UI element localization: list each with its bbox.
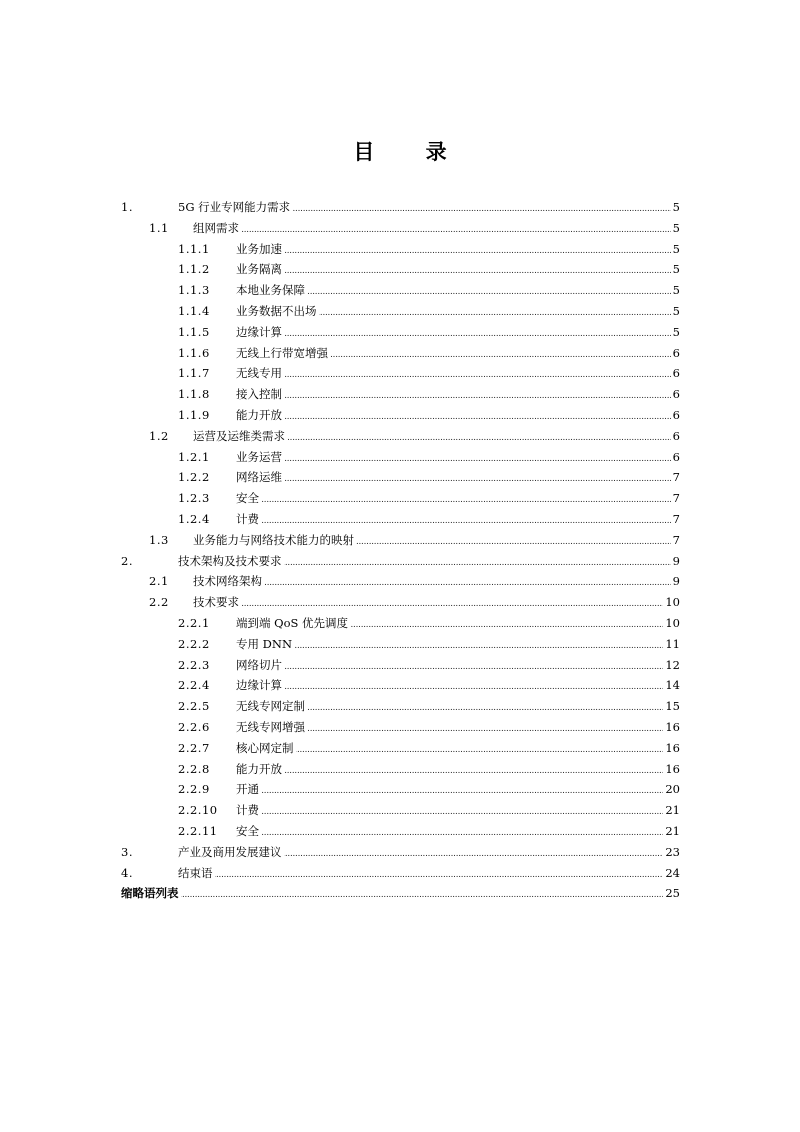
toc-entry-label: 业务能力与网络技术能力的映射 <box>193 530 356 551</box>
toc-entry-number: 1.1.1 <box>178 241 210 256</box>
toc-entry[interactable] <box>0 613 800 634</box>
toc-entry-number: 2.2.5 <box>178 699 210 714</box>
toc-entry-label: 核心网定制 <box>236 738 296 759</box>
toc-entry-label: 业务运营 <box>236 447 284 468</box>
toc-entry-label: 技术要求 <box>193 592 241 613</box>
toc-dot-leader <box>236 447 678 468</box>
toc-entry-label: 技术网络架构 <box>193 571 264 592</box>
toc-entry-number: 1.1.2 <box>178 262 210 277</box>
toc-entry-label: 本地业务保障 <box>236 280 307 301</box>
toc-entry-number: 2.2 <box>149 595 169 610</box>
toc-entry-number: 4. <box>121 865 133 880</box>
toc-entry[interactable] <box>0 738 800 759</box>
toc-entry[interactable] <box>0 509 800 530</box>
toc-entry[interactable] <box>0 634 800 655</box>
toc-entry-label: 结束语 <box>178 863 215 884</box>
toc-dot-leader <box>236 384 678 405</box>
toc-entry-page-number: 16 <box>663 759 680 780</box>
toc-entry-page-number: 5 <box>671 301 680 322</box>
page-title: 目 录 <box>353 140 469 164</box>
toc-entry-label: 运营及运维类需求 <box>193 426 287 447</box>
toc-entry-page-number: 14 <box>663 675 680 696</box>
toc-entry-number: 2.2.2 <box>178 636 210 651</box>
toc-dot-leader <box>236 488 678 509</box>
toc-entry-number: 2.2.3 <box>178 657 210 672</box>
toc-entry-number: 2.2.6 <box>178 719 210 734</box>
toc-dot-leader <box>236 239 678 260</box>
toc-entry-page-number: 16 <box>663 717 680 738</box>
toc-entry[interactable] <box>0 259 800 280</box>
toc-entry[interactable] <box>0 883 800 904</box>
toc-entry-page-number: 9 <box>671 551 680 572</box>
toc-entry-page-number: 5 <box>671 259 680 280</box>
toc-entry[interactable] <box>0 675 800 696</box>
toc-dot-leader <box>236 779 678 800</box>
toc-entry-label: 无线上行带宽增强 <box>236 343 330 364</box>
toc-entry-page-number: 24 <box>663 863 680 884</box>
toc-entry[interactable] <box>0 530 800 551</box>
toc-entry[interactable] <box>0 488 800 509</box>
toc-entry-number: 1.2 <box>149 428 169 443</box>
toc-entry[interactable] <box>0 800 800 821</box>
toc-entry-number: 1.1.3 <box>178 283 210 298</box>
toc-entry-label: 接入控制 <box>236 384 284 405</box>
toc-entry-page-number: 12 <box>663 655 680 676</box>
toc-entry-number: 2.2.1 <box>178 615 210 630</box>
toc-entry-page-number: 5 <box>671 197 680 218</box>
toc-entry-label: 业务隔离 <box>236 259 284 280</box>
toc-entry-page-number: 20 <box>663 779 680 800</box>
toc-dot-leader <box>236 655 678 676</box>
toc-entry-number: 2.2.10 <box>178 803 218 818</box>
toc-entry-page-number: 6 <box>671 363 680 384</box>
toc-entry-page-number: 6 <box>671 426 680 447</box>
toc-entry-page-number: 6 <box>671 384 680 405</box>
toc-entry-label: 安全 <box>236 488 261 509</box>
toc-entry-label: 专用 DNN <box>236 634 294 655</box>
toc-entry[interactable] <box>0 343 800 364</box>
toc-dot-leader <box>236 738 678 759</box>
toc-entry-number: 2.2.9 <box>178 782 210 797</box>
toc-entry[interactable] <box>0 467 800 488</box>
toc-entry-number: 2.2.7 <box>178 740 210 755</box>
toc-entry[interactable] <box>0 239 800 260</box>
toc-entry[interactable] <box>0 759 800 780</box>
toc-entry[interactable] <box>0 717 800 738</box>
toc-entry-page-number: 7 <box>671 509 680 530</box>
toc-entry-page-number: 16 <box>663 738 680 759</box>
toc-entry-page-number: 6 <box>671 343 680 364</box>
toc-dot-leader <box>236 363 678 384</box>
toc-entry-page-number: 6 <box>671 447 680 468</box>
toc-entry-number: 1.2.4 <box>178 511 210 526</box>
toc-entry-number: 3. <box>121 844 133 859</box>
toc-entry-page-number: 5 <box>671 322 680 343</box>
toc-entry-page-number: 7 <box>671 530 680 551</box>
toc-entry-page-number: 5 <box>671 280 680 301</box>
toc-entry-label: 边缘计算 <box>236 322 284 343</box>
toc-entry-label: 5G 行业专网能力需求 <box>178 197 292 218</box>
toc-entry[interactable] <box>0 821 800 842</box>
toc-entry-number: 1.1.5 <box>178 324 210 339</box>
toc-entry[interactable] <box>0 655 800 676</box>
toc-entry-number: 1. <box>121 200 133 214</box>
toc-dot-leader <box>236 759 678 780</box>
toc-entry-label: 安全 <box>236 821 261 842</box>
toc-entry-label: 业务数据不出场 <box>236 301 319 322</box>
toc-entry[interactable] <box>0 447 800 468</box>
toc-entry[interactable] <box>0 322 800 343</box>
toc-dot-leader <box>236 259 678 280</box>
toc-entry-number: 1.1.8 <box>178 387 210 402</box>
toc-entry-number: 1.1.7 <box>178 366 210 381</box>
toc-dot-leader <box>193 592 678 613</box>
toc-entry-label: 产业及商用发展建议 <box>178 842 284 863</box>
toc-entry-number: 1.1.6 <box>178 345 210 360</box>
toc-entry-number: 2.2.8 <box>178 761 210 776</box>
toc-entry-number: 1.2.2 <box>178 470 210 485</box>
toc-dot-leader <box>236 405 678 426</box>
toc-entry-page-number: 11 <box>663 634 680 655</box>
toc-entry-page-number: 5 <box>671 218 680 239</box>
toc-entry[interactable] <box>0 551 800 572</box>
toc-entry-page-number: 6 <box>671 405 680 426</box>
toc-entry-label: 组网需求 <box>193 218 241 239</box>
toc-entry[interactable] <box>0 218 800 239</box>
toc-entry[interactable] <box>0 696 800 717</box>
toc-entry-page-number: 15 <box>663 696 680 717</box>
toc-dot-leader <box>236 509 678 530</box>
toc-entry-label: 技术架构及技术要求 <box>178 551 284 572</box>
toc-dot-leader <box>236 821 678 842</box>
toc-entry-page-number: 10 <box>663 592 680 613</box>
toc-entry[interactable] <box>0 863 800 884</box>
toc-entry-label: 业务加速 <box>236 239 284 260</box>
toc-entry-label: 缩略语列表 <box>121 883 181 904</box>
toc-entry-label: 计费 <box>236 509 261 530</box>
toc-dot-leader <box>121 883 678 904</box>
toc-entry-label: 网络切片 <box>236 655 284 676</box>
toc-entry-number: 2.1 <box>149 574 169 589</box>
toc-entry-label: 网络运维 <box>236 467 284 488</box>
toc-entry-label: 无线专网定制 <box>236 696 307 717</box>
toc-entry[interactable] <box>0 197 800 218</box>
toc-entry[interactable] <box>0 592 800 613</box>
toc-entry[interactable] <box>0 280 800 301</box>
toc-entry-label: 边缘计算 <box>236 675 284 696</box>
toc-entry-page-number: 7 <box>671 488 680 509</box>
toc-entry-page-number: 23 <box>663 842 680 863</box>
toc-entry[interactable] <box>0 384 800 405</box>
toc-entry-page-number: 21 <box>663 821 680 842</box>
toc-dot-leader <box>236 467 678 488</box>
toc-entry-page-number: 5 <box>671 239 680 260</box>
toc-entry-label: 端到端 QoS 优先调度 <box>236 613 350 634</box>
toc-dot-leader <box>236 322 678 343</box>
toc-dot-leader <box>236 634 678 655</box>
toc-entry[interactable] <box>0 301 800 322</box>
toc-entry-label: 无线专网增强 <box>236 717 307 738</box>
toc-entry-label: 无线专用 <box>236 363 284 384</box>
toc-entry[interactable] <box>0 779 800 800</box>
toc-dot-leader <box>236 800 678 821</box>
toc-entry-label: 能力开放 <box>236 759 284 780</box>
toc-entry-number: 1.1 <box>149 220 169 235</box>
toc-entry-page-number: 25 <box>663 883 680 904</box>
toc-entry-label: 能力开放 <box>236 405 284 426</box>
toc-entry-label: 计费 <box>236 800 261 821</box>
toc-entry-number: 1.1.9 <box>178 407 210 422</box>
toc-entry-number: 1.3 <box>149 532 169 547</box>
toc-entry-number: 2.2.4 <box>178 678 210 693</box>
toc-entry[interactable] <box>0 363 800 384</box>
toc-entry[interactable] <box>0 405 800 426</box>
toc-dot-leader <box>178 863 678 884</box>
toc-entry-number: 2. <box>121 553 133 568</box>
toc-entry-page-number: 10 <box>663 613 680 634</box>
toc-entry-label: 开通 <box>236 779 261 800</box>
toc-entry-number: 2.2.11 <box>178 823 218 838</box>
toc-entry-number: 1.1.4 <box>178 303 210 318</box>
toc-entry-number: 1.2.1 <box>178 449 210 464</box>
toc-entry[interactable] <box>0 426 800 447</box>
toc-entry-page-number: 9 <box>671 571 680 592</box>
toc-entry-page-number: 21 <box>663 800 680 821</box>
toc-entry[interactable] <box>0 571 800 592</box>
toc-list <box>0 197 800 904</box>
toc-entry[interactable] <box>0 842 800 863</box>
toc-entry-number: 1.2.3 <box>178 491 210 506</box>
toc-entry-page-number: 7 <box>671 467 680 488</box>
toc-dot-leader <box>193 571 678 592</box>
toc-dot-leader <box>193 218 678 239</box>
toc-dot-leader <box>236 675 678 696</box>
